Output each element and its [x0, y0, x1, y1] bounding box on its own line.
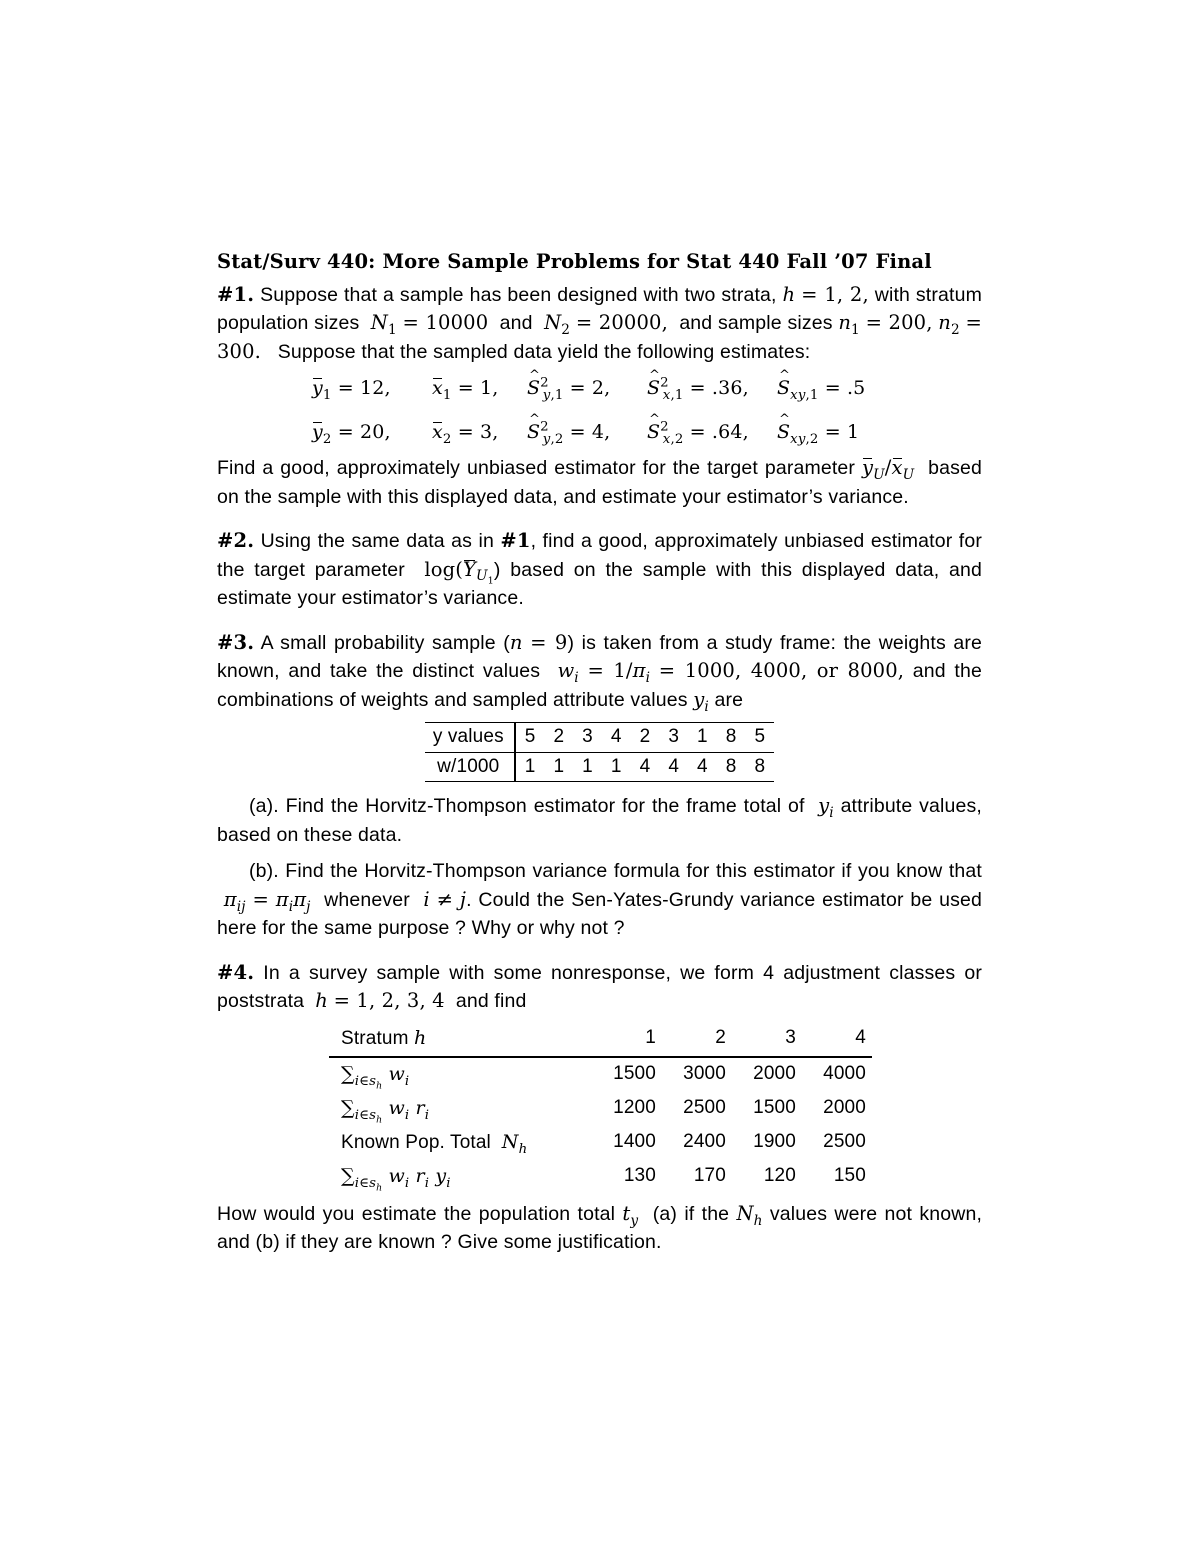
problem-2-log: log( [424, 557, 463, 581]
Sxy2-value: = 1 [824, 420, 860, 443]
problem-3-text-b: ) is taken from a study frame: the weights are known, and take the distinct values [217, 631, 983, 682]
column-header: 1 [592, 1022, 662, 1057]
Sx1-value: = .36, [689, 376, 749, 399]
table-cell: 1 [573, 752, 602, 782]
problem-2-text-b: , find a good, approximately unbiased estimator for the target parameter [217, 530, 982, 581]
column-header: 2 [662, 1022, 732, 1057]
table-row [425, 752, 774, 782]
known-pop-total-label: Known Pop. Total $N_h$ [341, 1130, 528, 1157]
table-cell: 8 [717, 752, 746, 782]
stratum-table [329, 1022, 872, 1194]
table-cell: 8 [745, 752, 774, 782]
table-cell: 4 [631, 752, 660, 782]
table-cell: 1 [515, 752, 545, 782]
problem-1-number: #1. [217, 282, 255, 306]
problem-4: #4. In a survey sample with some nonresponse, we form 4 adjustment classes or poststrata h = 1, 2, 3, 4 and find [217, 960, 982, 1012]
document-page [217, 248, 982, 1257]
y1-bar-value: = 12, [337, 376, 391, 399]
column-header: 3 [732, 1022, 802, 1057]
table-cell: 2400 [683, 1131, 726, 1153]
Sy1-value: = 2, [569, 376, 611, 399]
x1-bar-value: = 1, [457, 376, 499, 399]
y-values-label: y values [425, 723, 515, 753]
yw-table [425, 722, 774, 782]
problem-3-text-d: are [714, 688, 744, 711]
y2-bar-value: = 20, [337, 420, 391, 443]
table-cell: 4 [602, 723, 631, 753]
table-cell: 2000 [753, 1063, 796, 1085]
table-cell: 1 [602, 752, 631, 782]
problem-3-part-b: (b). Find the Horvitz-Thompson variance formula for this estimator if you know that $\pi_{ij} = \pi_i\pi_j$ whenever i ≠ j. Could the Sen-Yates-Grundy variance estimator be used here for the same purpose ? Why or why not ? [217, 860, 983, 939]
problem-1-n1: = 200, [865, 311, 933, 334]
table-cell: 4 [688, 752, 717, 782]
problem-3-a-text: (a). Find the Horvitz-Thompson estimator for the frame total of [249, 795, 805, 817]
table-row [329, 1092, 872, 1126]
problem-3-b-text-2: whenever [324, 888, 410, 911]
problem-1-N1: = 10000 [402, 311, 489, 334]
x2-bar-value: = 3, [457, 420, 499, 443]
problem-4-h-values: = 1, 2, 3, 4 [333, 989, 445, 1012]
problem-3-n: = 9 [530, 630, 568, 654]
problem-3-text-a: A small probability sample ( [260, 631, 510, 654]
estimates-row-2: $y_2 = 20$, $x_2 = 3$, ^ $S^2_{y,2} = 4$, ^ $S^2_{x,2} = .64$, ^ $S_{xy,2} = 1$ [217, 410, 982, 454]
Sy2-value: = 4, [569, 420, 611, 443]
table-cell: 5 [745, 723, 774, 753]
problem-2-number: #2. [217, 529, 255, 552]
table-cell: 2 [631, 723, 660, 753]
w-label: w/1000 [425, 752, 515, 782]
problem-2-text-a: Using the same data as in [260, 530, 494, 552]
table-cell: 170 [693, 1165, 726, 1187]
table-cell: 2 [544, 723, 573, 753]
problem-3: #3. A small probability sample (n = 9) is taken from a study frame: the weights are known, and take the distinct values $w_i = 1/\pi_i = 1000$, 4000, or 8000, and the combinations of weights and sampled attribute values $y_i$ are [217, 630, 983, 715]
table-cell: 1400 [613, 1131, 656, 1153]
table-cell: 2000 [823, 1097, 866, 1119]
sum-wr-label: $\sum_{i\in s_h}$ $w_i$ $r_i$ [341, 1097, 430, 1126]
table-cell: 3 [659, 723, 688, 753]
problem-4-text-a: In a survey sample with some nonresponse, we form 4 adjustment classes or poststrata [217, 961, 982, 1012]
table-cell: 5 [515, 723, 545, 753]
table-cell: 120 [763, 1165, 796, 1187]
sum-wry-label: $\sum_{i\in s_h}$ $w_i$ $r_i$ $y_i$ [341, 1165, 451, 1194]
table-header-row: Stratum h 1 2 3 4 [329, 1022, 872, 1057]
table-cell: 8 [717, 723, 746, 753]
problem-3-b-text: (b). Find the Horvitz-Thompson variance formula for this estimator if you know that [249, 860, 982, 882]
problem-2-ref: #1 [500, 529, 531, 552]
table-cell: 1 [688, 723, 717, 753]
stratum-header-label: Stratum [341, 1027, 409, 1049]
table-row [329, 1126, 872, 1160]
problem-3-weight-values: = 1000, 4000, or 8000, [658, 659, 905, 682]
problem-1-N2: = 20000, [575, 311, 668, 334]
sum-w-label: $\sum_{i\in s_h}$ $w_i$ [341, 1063, 410, 1092]
table-cell: 1500 [613, 1063, 656, 1085]
table-cell: 3000 [683, 1063, 726, 1085]
problem-1-text-d: and sample sizes [679, 312, 833, 334]
table-row [329, 1160, 872, 1194]
table-cell: 2500 [683, 1097, 726, 1119]
table-cell: 150 [833, 1165, 866, 1187]
problem-1-find: Find a good, approximately unbiased estimator for the target parameter $y_U/x_U$ based on the sample with this displayed data, and estimate your estimator’s variance. [217, 456, 982, 508]
problem-1-text-b: with stratum population sizes [217, 283, 982, 334]
table-row [329, 1057, 872, 1092]
problem-4-end-a: How would you estimate the population total [217, 1202, 616, 1225]
problem-1-text-a: Suppose that a sample has been designed with two strata, [260, 283, 777, 306]
estimates-row-1: $y_1 = 12$, $x_1 = 1$, ^ $S^2_{y,1} = 2$, ^ $S^2_{x,1} = .36$, ^ $S_{xy,1} = .5$ [217, 366, 982, 410]
problem-1-text-c: and [499, 312, 533, 334]
Sx2-value: = .64, [689, 420, 749, 443]
problem-4-end-b: (a) if the [652, 1202, 730, 1225]
problem-4-text-b: and find [455, 990, 527, 1012]
column-header: 4 [802, 1022, 872, 1057]
problem-1: #1. Suppose that a sample has been designed with two strata, h = 1, 2, with stratum population sizes $N_1 = 10000$ and $N_2 = 20000$, and sample sizes $n_1 = 200$, $n_2 = 300$. Suppose that the sampled data yield the following estimates: [217, 282, 983, 363]
table-row [425, 723, 774, 753]
table-cell: 1500 [753, 1097, 796, 1119]
problem-4-question: How would you estimate the population total $t_y$ (a) if the $N_h$ values were not known, and (b) if they are known ? Give some justification. [217, 1201, 983, 1253]
problem-3-part-a: (a). Find the Horvitz-Thompson estimator for the frame total of $y_i$ attribute values, based on these data. [217, 794, 982, 846]
problem-2-text-c: ) based on the sample with this displayed data, and estimate your estimator’s variance. [217, 558, 982, 609]
Sxy1-value: = .5 [824, 376, 866, 399]
table-cell: 1200 [613, 1097, 656, 1119]
table-cell: 2500 [823, 1131, 866, 1153]
table-cell: 130 [623, 1165, 656, 1187]
problem-1-find-a: Find a good, approximately unbiased estimator for the target parameter [217, 457, 856, 479]
problem-1-h-values: = 1, 2, [801, 282, 869, 306]
table-cell: 3 [573, 723, 602, 753]
problem-4-end-c: values were not known, and (b) if they are known ? Give some justification. [217, 1202, 983, 1253]
page-title: Stat/Surv 440: More Sample Problems for Stat 440 Fall ’07 Final [217, 250, 932, 273]
problem-3-number: #3. [217, 630, 255, 654]
table-cell: 1900 [753, 1131, 796, 1153]
problem-1-text-e: Suppose that the sampled data yield the following estimates: [277, 340, 811, 363]
table-cell: 4 [659, 752, 688, 782]
problem-2: #2. Using the same data as in #1, find a good, approximately unbiased estimator for the target parameter $\log(Y_{U_1})$ based on the sample with this displayed data, and estimate your estimator’s variance. [217, 529, 982, 609]
table-cell: 1 [544, 752, 573, 782]
problem-3-b-text-3: . Could the Sen-Yates-Grundy variance estimator be used here for the same purpose ? Why or why not ? [217, 888, 983, 939]
problem-3-text-c: and the combinations of weights and sampled attribute values [217, 660, 982, 711]
problem-3-a-text-2: attribute values, based on these data. [217, 795, 982, 846]
problem-4-number: #4. [217, 960, 255, 984]
table-cell: 4000 [823, 1063, 866, 1085]
problem-1-find-b: based on the sample with this displayed data, and estimate your estimator’s variance. [217, 457, 982, 508]
problem-1-n2: = 300. [217, 311, 983, 363]
